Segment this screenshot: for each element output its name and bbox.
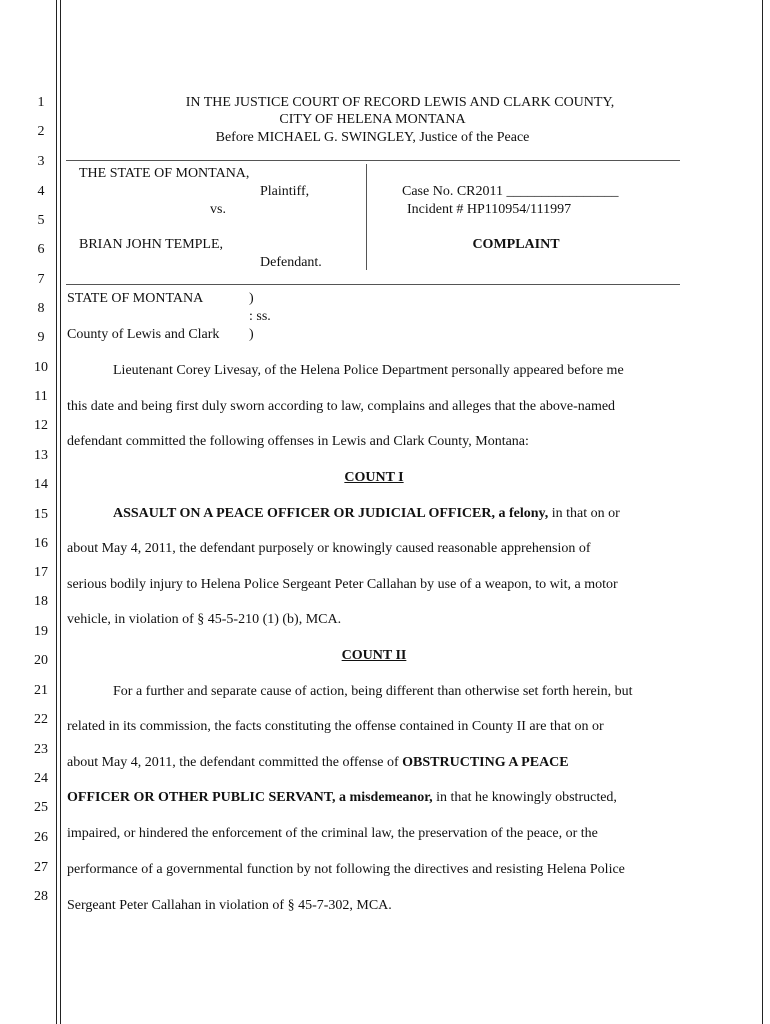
count-1-charge: ASSAULT ON A PEACE OFFICER OR JUDICIAL OFFICER, a felony, (113, 506, 549, 521)
line-number: 12 (34, 418, 48, 433)
count-2-charge-part-2: OFFICER OR OTHER PUBLIC SERVANT, a misdemeanor, (67, 790, 433, 805)
venue-paren-2: ) (249, 327, 254, 342)
count-1-line-1-rest: in that on or (548, 506, 620, 521)
line-number: 4 (37, 184, 45, 199)
line-number: 20 (34, 653, 48, 668)
venue-paren-1: ) (249, 291, 254, 306)
line-number: 1 (37, 95, 45, 110)
line-number: 14 (34, 477, 48, 492)
court-header-line1: IN THE JUSTICE COURT OF RECORD LEWIS AND CLARK COUNTY, (185, 95, 615, 110)
margin-line-left-outer (56, 0, 57, 1024)
count-2-line-7: Sergeant Peter Callahan in violation of § 45-7-302, MCA. (67, 898, 392, 913)
count-1-line-1 (113, 506, 620, 522)
plaintiff-name: THE STATE OF MONTANA, (79, 166, 250, 181)
versus: vs. (210, 202, 226, 217)
count-1-line-3: serious bodily injury to Helena Police Sergeant Peter Callahan by use of a weapon, to wit, a motor (67, 577, 618, 592)
count-2-line-4 (67, 790, 617, 806)
document-title: COMPLAINT (472, 237, 560, 252)
line-number: 6 (37, 242, 45, 257)
line-number: 2 (37, 124, 45, 139)
incident-number: Incident # HP110954/111997 (407, 202, 572, 217)
line-number: 22 (34, 712, 48, 727)
line-number: 19 (34, 624, 48, 639)
case-number: Case No. CR2011 ________________ (402, 184, 619, 199)
plaintiff-role: Plaintiff, (260, 184, 310, 199)
line-number: 10 (34, 360, 48, 375)
line-number: 8 (37, 301, 45, 316)
line-number: 26 (34, 830, 48, 845)
caption-top-rule (66, 160, 680, 161)
line-number: 27 (34, 860, 48, 875)
count-2-line-5: impaired, or hindered the enforcement of the criminal law, the preservation of the peace, or the (67, 826, 598, 841)
count-2-line-1: For a further and separate cause of action, being different than otherwise set forth herein, but (113, 684, 633, 699)
count-2-line-2: related in its commission, the facts constituting the offense contained in County II are that on or (67, 719, 604, 734)
line-number: 7 (37, 272, 45, 287)
line-number: 3 (37, 154, 45, 169)
line-number: 21 (34, 683, 48, 698)
line-number: 11 (34, 389, 48, 404)
count-2-line-3-plain: about May 4, 2011, the defendant committed the offense of (67, 755, 403, 770)
count-2-line-3 (67, 755, 569, 771)
caption-bottom-rule (66, 284, 680, 285)
defendant-name: BRIAN JOHN TEMPLE, (79, 237, 224, 252)
margin-line-right (762, 0, 763, 1024)
count-2-line-6: performance of a governmental function by not following the directives and resisting Helena Police (67, 862, 625, 877)
line-number: 5 (37, 213, 45, 228)
line-number: 17 (34, 565, 48, 580)
caption-divider (366, 164, 367, 270)
court-header-line3: Before MICHAEL G. SWINGLEY, Justice of the Peace (215, 130, 530, 145)
intro-line-2: this date and being first duly sworn according to law, complains and alleges that the above-named (67, 399, 616, 414)
count-2-heading: COUNT II (341, 648, 407, 663)
line-number: 9 (37, 330, 45, 345)
line-number: 25 (34, 800, 48, 815)
count-2-line-4-plain: in that he knowingly obstructed, (432, 790, 617, 805)
count-2-charge-part-1: OBSTRUCTING A PEACE (402, 755, 569, 770)
line-number: 24 (34, 771, 48, 786)
line-number: 13 (34, 448, 48, 463)
intro-line-1: Lieutenant Corey Livesay, of the Helena Police Department personally appeared before me (113, 363, 624, 378)
count-1-line-2: about May 4, 2011, the defendant purposely or knowingly caused reasonable apprehension of (67, 541, 591, 556)
line-number: 28 (34, 889, 48, 904)
venue-state: STATE OF MONTANA (67, 291, 204, 306)
intro-line-3: defendant committed the following offenses in Lewis and Clark County, Montana: (67, 434, 529, 449)
line-number: 18 (34, 594, 48, 609)
line-number: 23 (34, 742, 48, 757)
venue-county: County of Lewis and Clark (67, 327, 220, 342)
margin-line-left-inner (60, 0, 61, 1024)
count-1-line-4: vehicle, in violation of § 45-5-210 (1) (b), MCA. (67, 612, 342, 627)
line-number: 16 (34, 536, 48, 551)
venue-ss: : ss. (249, 309, 271, 324)
count-1-heading: COUNT I (344, 470, 404, 485)
defendant-role: Defendant. (260, 255, 322, 270)
line-number: 15 (34, 507, 48, 522)
court-header-line2: CITY OF HELENA MONTANA (279, 112, 466, 127)
